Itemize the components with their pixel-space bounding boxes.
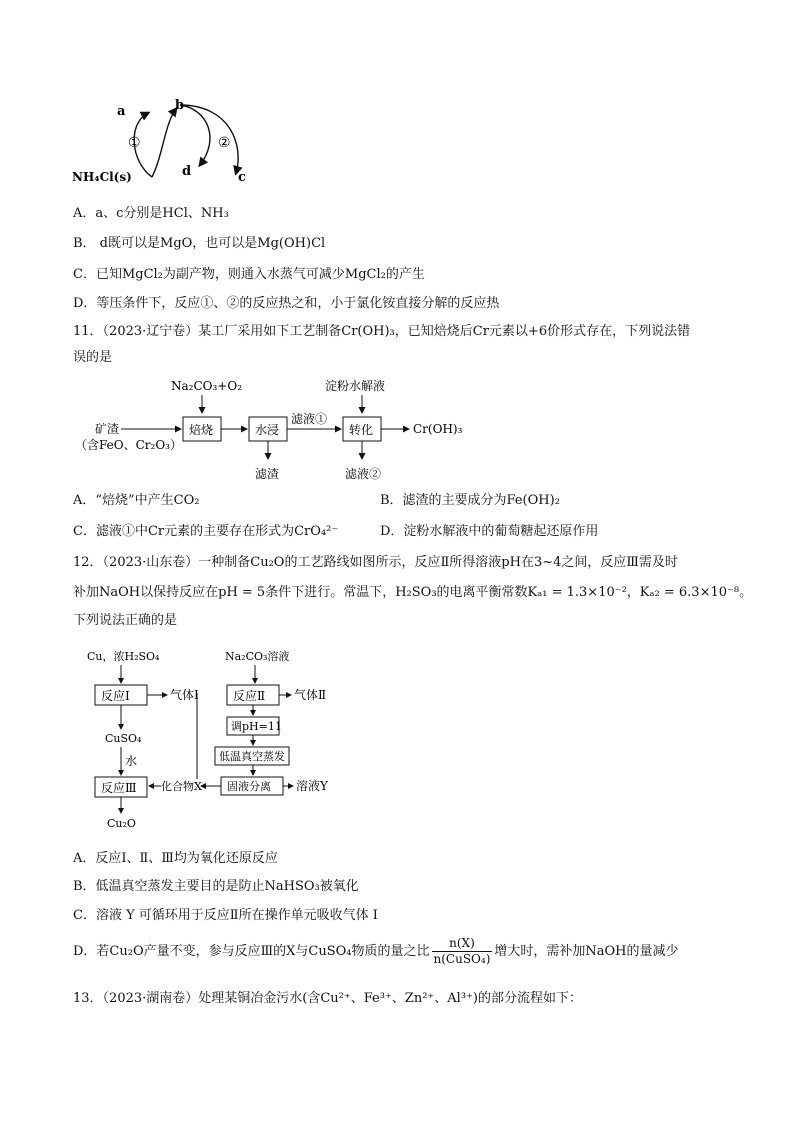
label-b: b	[175, 98, 185, 113]
q12-input2: Na₂CO₃溶液	[225, 650, 290, 663]
q12-sep: 固液分离	[227, 780, 271, 793]
q10-option-b: B． d既可以是MgO，也可以是Mg(OH)Cl	[73, 236, 326, 251]
q11-option-a: A．“焙烧”中产生CO₂	[73, 493, 200, 508]
label-d: d	[182, 164, 192, 179]
reaction1-arc-right	[152, 109, 176, 177]
q12-r1: 反应Ⅰ	[101, 689, 130, 703]
q12-gas2: 气体Ⅱ	[294, 688, 327, 702]
q11-raw2: （含FeO、Cr₂O₃）	[75, 438, 182, 452]
q11-stem-line2: 误的是	[73, 350, 113, 365]
q11-stem-line1: 11．（2023·辽宁卷）某工厂采用如下工艺制备Cr(OH)₃，已知焙烧后Cr元素以+6价形式存在，下列说法错	[73, 324, 691, 339]
q11-flow-diagram	[75, 375, 495, 485]
q11-filtrate1: 滤液①	[291, 412, 328, 426]
q12-stem-line1: 12．（2023·山东卷）一种制备Cu₂O的工艺路线如图所示，反应Ⅱ所得溶液pH在3~4之间，反应Ⅲ需及时	[73, 555, 678, 570]
q12-evap: 低温真空蒸发	[219, 750, 285, 763]
q11-residue: 滤渣	[255, 467, 280, 481]
q11-box2: 水浸	[255, 423, 280, 437]
q12-stem-line3: 下列说法正确的是	[73, 613, 178, 628]
q12-option-a: A．反应Ⅰ、Ⅱ、Ⅲ均为氧化还原反应	[73, 851, 278, 866]
q11-option-b: B．滤渣的主要成分为Fe(OH)₂	[380, 493, 560, 508]
label-a: a	[117, 104, 126, 119]
q10-option-a: A．a、c分别是HCl、NH₃	[73, 206, 229, 221]
q12-product: Cu₂O	[107, 817, 136, 830]
q12-compX: 化合物X	[161, 780, 202, 793]
q11-filtrate2: 滤液②	[345, 467, 382, 481]
q11-input-top2: 淀粉水解液	[325, 379, 386, 393]
q10-option-c: C．已知MgCl₂为副产物，则通入水蒸气可减少MgCl₂的产生	[73, 267, 425, 282]
q11-box1: 焙烧	[189, 423, 214, 437]
q12-option-d-numerator: n(X)	[432, 936, 493, 952]
q12-option-d-denominator: n(CuSO₄)	[433, 952, 491, 966]
q11-raw1: 矿渣	[95, 422, 120, 436]
reactant-label: NH₄Cl(s)	[72, 170, 132, 184]
q12-option-c: C．溶液 Y 可循环用于反应Ⅱ所在操作单元吸收气体 Ⅰ	[73, 908, 378, 923]
q11-option-d: D．淀粉水解液中的葡萄糖起还原作用	[380, 524, 599, 539]
q12-flow-diagram	[85, 645, 365, 840]
step2-label: ②	[218, 135, 231, 151]
q12-option-d	[73, 935, 679, 969]
q12-r3: 反应Ⅲ	[101, 781, 137, 795]
q12-stem-line2: 补加NaOH以保持反应在pH = 5条件下进行。常温下，H₂SO₃的电离平衡常数Kₐ₁ = 1.3×10⁻²，Kₐ₂ = 6.3×10⁻⁸。	[73, 585, 753, 600]
step1-label: ①	[128, 135, 141, 151]
q11-product: Cr(OH)₃	[413, 422, 463, 436]
q12-cuso4: CuSO₄	[105, 732, 142, 745]
reaction2-arc	[180, 105, 210, 165]
q12-solY: 溶液Y	[296, 779, 328, 793]
q12-input1: Cu，浓H₂SO₄	[87, 650, 160, 663]
q13-stem: 13．（2023·湖南卷）处理某铜冶金污水(含Cu²⁺、Fe³⁺、Zn²⁺、Al³⁺)的部分流程如下：	[73, 991, 582, 1006]
nh4cl-cycle-diagram	[60, 95, 260, 190]
q11-box3: 转化	[349, 423, 374, 437]
q12-r2: 反应Ⅱ	[233, 689, 266, 703]
q12-gas1: 气体Ⅰ	[170, 688, 199, 702]
q12-option-d-pre: D．若Cu₂O产量不变，参与反应Ⅲ的X与CuSO₄物质的量之比	[73, 944, 430, 959]
q11-input-top1: Na₂CO₃+O₂	[171, 379, 242, 393]
q12-option-d-fraction	[432, 936, 493, 967]
q11-option-c: C．滤液①中Cr元素的主要存在形式为CrO₄²⁻	[73, 524, 339, 539]
q12-option-d-post: 增大时，需补加NaOH的量减少	[494, 944, 679, 959]
q12-option-b: B．低温真空蒸发主要目的是防止NaHSO₃被氧化	[73, 879, 359, 894]
label-c: c	[238, 170, 246, 185]
q12-adjust: 调pH=11	[231, 720, 282, 733]
q12-water: 水	[125, 754, 138, 768]
q10-option-d: D．等压条件下，反应①、②的反应热之和，小于氯化铵直接分解的反应热	[73, 296, 500, 311]
